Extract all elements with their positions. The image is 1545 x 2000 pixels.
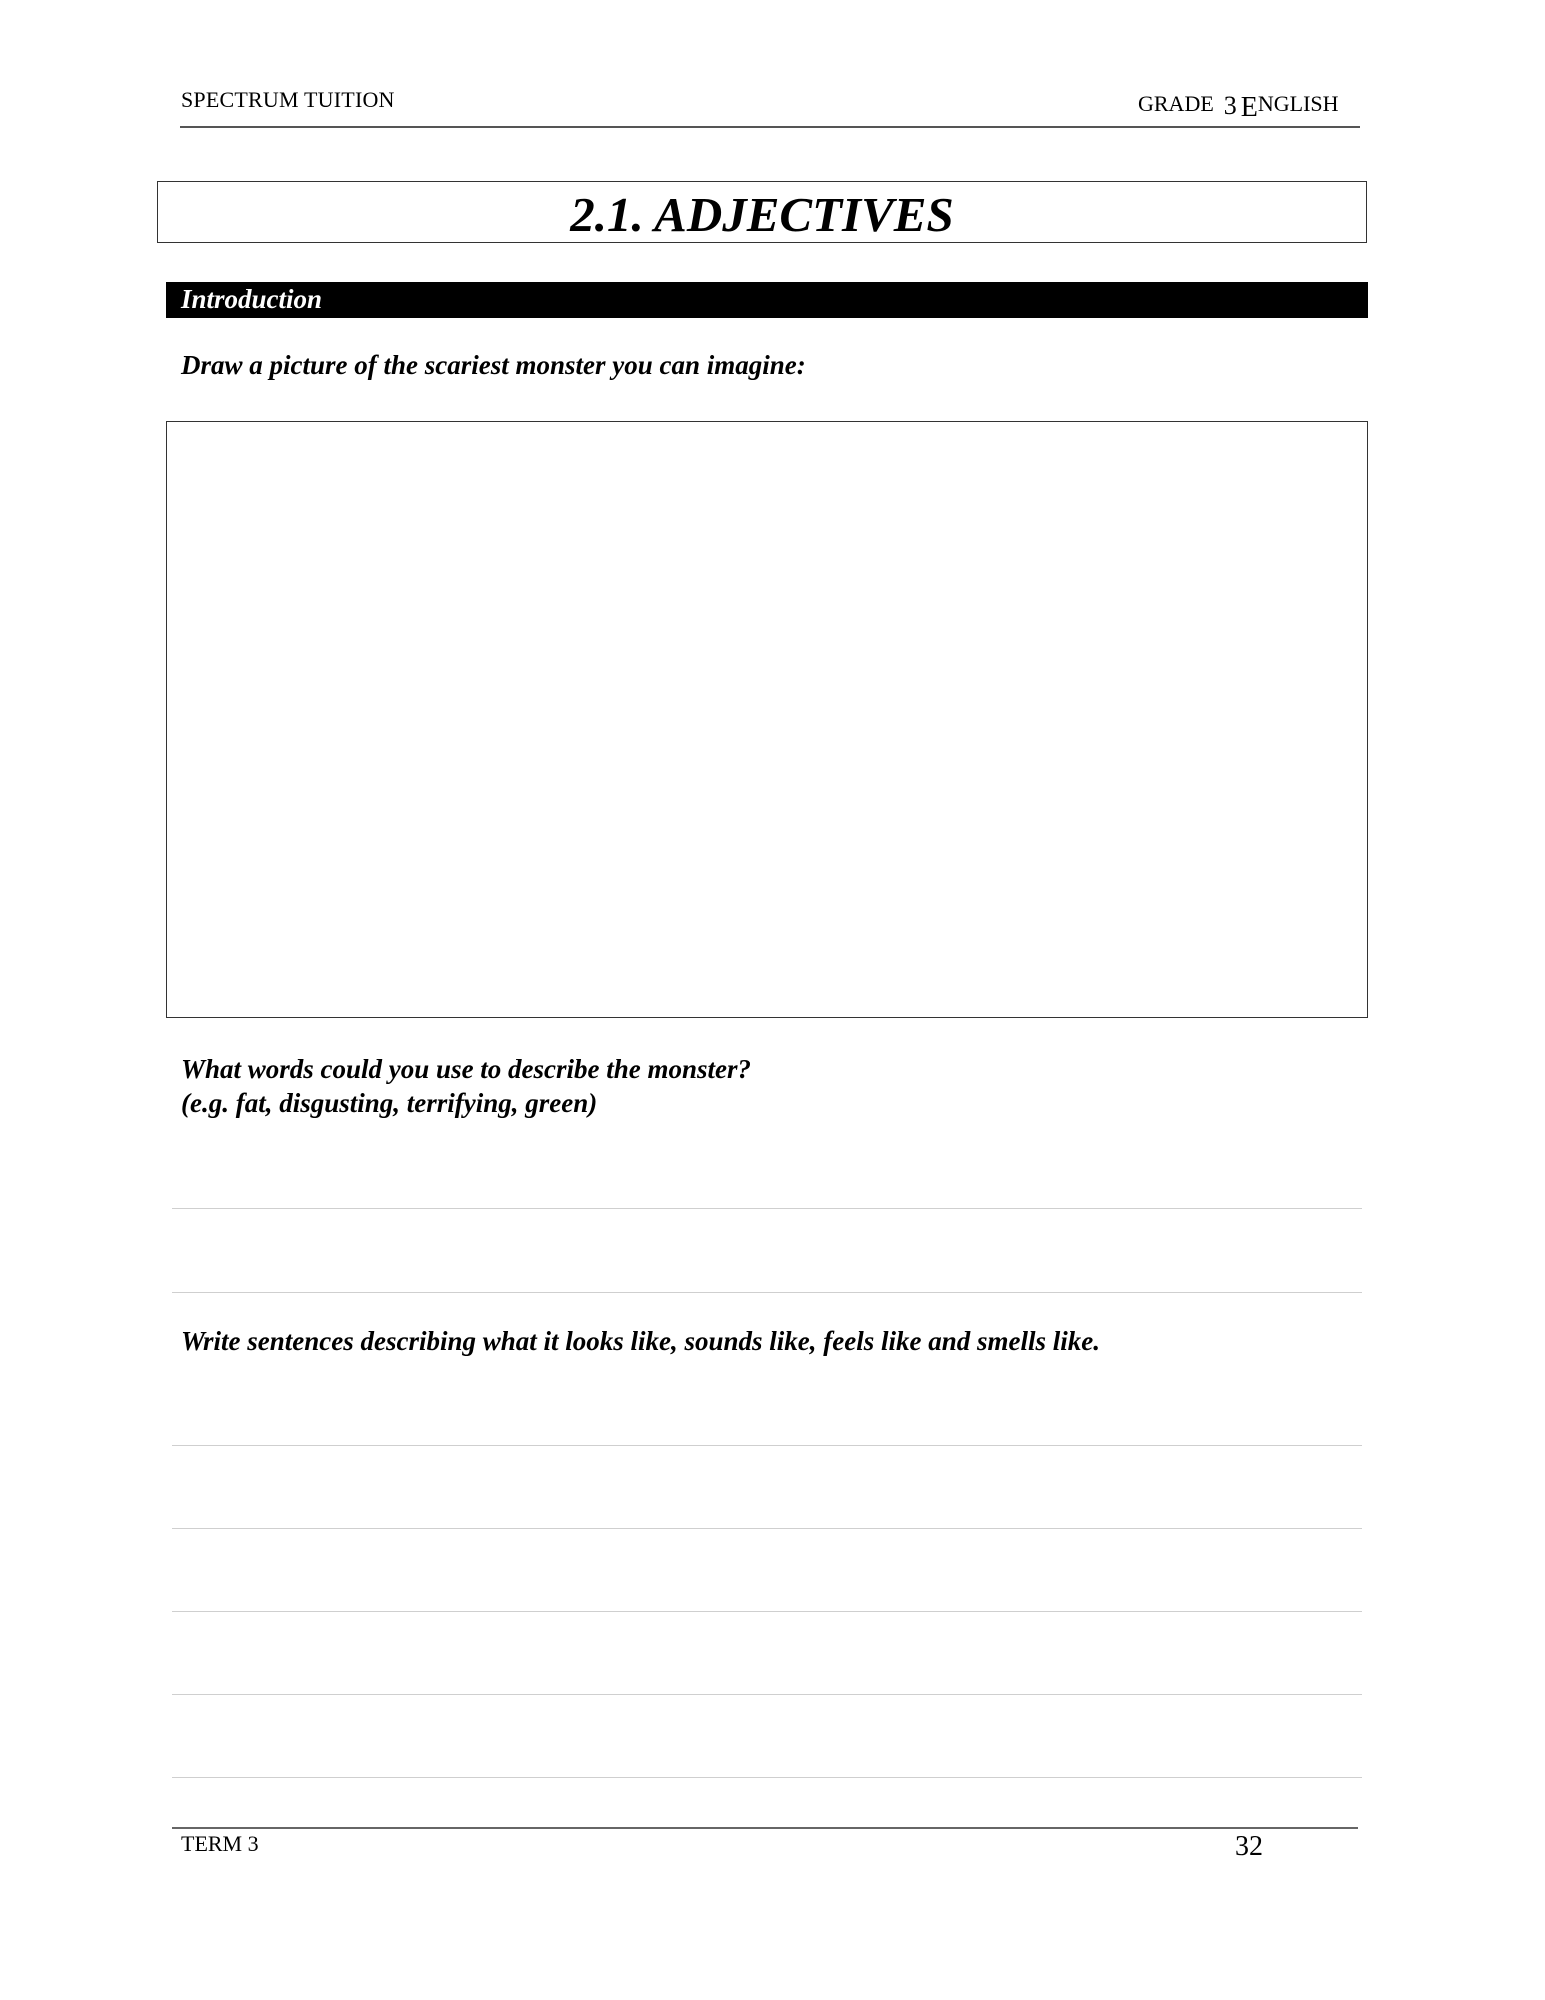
header-grade-label: GRADE [1138,91,1214,116]
header-grade-number: 3 [1223,91,1237,120]
answer-line[interactable] [172,1208,1362,1209]
header-left-text: SPECTRUM TUITION [181,87,395,112]
footer-divider [172,1827,1358,1829]
header-subject-initial: E [1240,92,1258,123]
page-number: 32 [1235,1831,1263,1862]
sentences-prompt: Write sentences describing what it looks like, sounds like, feels like and smells like. [181,1326,1101,1356]
page-title: 2.1. ADJECTIVES [570,186,954,242]
drawing-area[interactable] [166,421,1368,1018]
words-prompt: What words could you use to describe the monster? [181,1054,752,1084]
answer-line[interactable] [172,1445,1362,1446]
answer-line[interactable] [172,1292,1362,1293]
draw-prompt: Draw a picture of the scariest monster you can imagine: [181,350,806,380]
header-divider [180,126,1360,128]
footer-term: TERM 3 [181,1831,259,1856]
section-banner [166,282,1368,318]
answer-line[interactable] [172,1694,1362,1695]
header-subject-rest: NGLISH [1257,91,1339,116]
section-banner-label: Introduction [181,284,323,314]
title-box [157,181,1367,243]
answer-line[interactable] [172,1611,1362,1612]
answer-line[interactable] [172,1528,1362,1529]
words-example: (e.g. fat, disgusting, terrifying, green) [181,1088,598,1118]
answer-line[interactable] [172,1777,1362,1778]
header-right-text [1138,87,1339,123]
